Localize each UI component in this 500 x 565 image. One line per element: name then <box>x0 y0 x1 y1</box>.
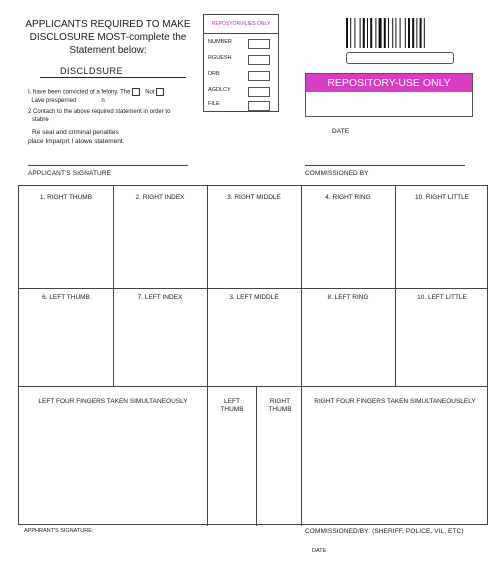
grid-col-divider <box>113 186 114 386</box>
footer-commissioned-label: COMMISSIONED/BY: (SHERIFF, POLICE, VIL, ETC) <box>305 528 464 535</box>
date-label: DATE <box>332 128 350 135</box>
left-middle-box[interactable]: 3. LEFT MIDDLE <box>229 294 279 301</box>
fingerprint-grid <box>18 185 488 525</box>
right-thumb-box[interactable]: 1. RIGHT THUMB <box>39 194 93 201</box>
right-middle-box[interactable]: 3. RIGHT MIDDLE <box>227 194 281 201</box>
right-ring-box[interactable]: 4. RIGHT RING <box>325 194 371 201</box>
commissioned-by-label: COMMISSIONED BY <box>305 170 369 177</box>
repo-row-rguesh: RGUESH <box>204 49 278 65</box>
repository-box-header: REPOSYORVILIES ONLY <box>204 15 278 34</box>
question-2: 2 Contach to the above required statement in order to stabre <box>28 109 171 123</box>
repo-file-field[interactable] <box>248 101 270 111</box>
right-four-fingers-box[interactable]: RIGHT FOUR FINGERS TAKEN SIMULTANEOUSLELY <box>314 398 476 405</box>
commissioned-by-line[interactable] <box>305 165 465 166</box>
not-checkbox[interactable] <box>156 88 164 96</box>
repository-use-label: REPOSITORY-USE ONLY <box>306 74 472 92</box>
left-little-box[interactable]: 10. LEFT LITTLE <box>417 294 467 301</box>
barcode-number-field[interactable] <box>346 52 454 64</box>
barcode-icon <box>346 18 454 48</box>
question-3: Re seal and criminal penalties place Imparprt I atowe statement. <box>28 129 125 145</box>
repo-row-drb: DRB <box>204 65 278 81</box>
left-four-fingers-box[interactable]: LEFT FOUR FINGERS TAKEN SIMULTANEOUSLY <box>38 398 188 405</box>
right-thumb-simul-box[interactable]: RIGHT THUMB <box>268 398 292 413</box>
disclosure-heading: DISCLDSURE <box>60 66 124 76</box>
repo-number-field[interactable] <box>248 39 270 49</box>
right-index-box[interactable]: 2. RIGHT INDEX <box>135 194 185 201</box>
repo-row-file: FILE <box>204 95 278 111</box>
repository-box <box>203 14 279 112</box>
grid-col-divider <box>395 186 396 386</box>
title-line-1: APPLICANTS REQUIRED TO MAKE <box>25 19 191 30</box>
form-title <box>18 18 198 57</box>
grid-row-divider-2 <box>19 386 487 387</box>
left-thumb-simul-box[interactable]: LEFT THUMB <box>220 398 244 413</box>
repo-row-agdlcy: AGDLCY <box>204 81 278 97</box>
title-line-3: Statement below: <box>69 45 147 56</box>
grid-row-divider-1 <box>19 288 487 289</box>
repo-row-number: NUMBER <box>204 33 278 49</box>
right-little-box[interactable]: 10. RIGHT LITTLE <box>414 194 470 201</box>
grid-col-divider <box>256 386 257 526</box>
title-line-2: DISCLOSURE MOST-complete the <box>29 32 187 43</box>
repo-rguesh-field[interactable] <box>248 55 270 65</box>
repo-drb-field[interactable] <box>248 71 270 81</box>
disclosure-underline <box>40 77 186 78</box>
left-ring-box[interactable]: 8. LEFT RING <box>327 294 369 301</box>
left-index-box[interactable]: 7. LEFT INDEX <box>137 294 183 301</box>
footer-date-label: DATE <box>312 548 327 554</box>
applicant-signature-line[interactable] <box>28 165 188 166</box>
repository-use-banner <box>305 73 473 117</box>
left-thumb-box[interactable]: 6. LEFT THUMB <box>42 294 90 301</box>
yes-checkbox[interactable] <box>132 88 140 96</box>
question-1: I. have been convicted of a felony. The Not Lave presperned n <box>28 88 198 105</box>
applicant-signature-label: APPLICANT'S SIGNATURE <box>28 170 112 177</box>
footer-signature-label: APPHRANT'S SIGNATURE: <box>24 528 94 534</box>
grid-col-divider <box>301 186 302 526</box>
grid-col-divider <box>207 186 208 526</box>
